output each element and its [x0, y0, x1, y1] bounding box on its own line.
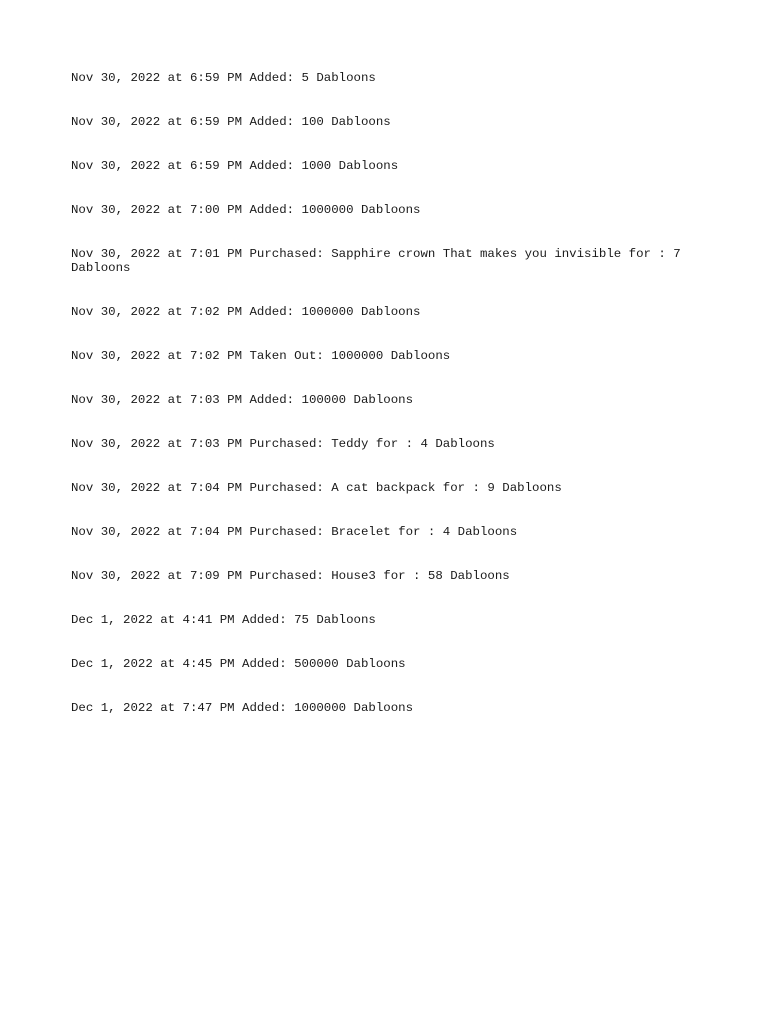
transaction-entry: Nov 30, 2022 at 6:59 PM Added: 5 Dabloons: [71, 71, 376, 85]
transaction-entry: Nov 30, 2022 at 7:03 PM Purchased: Teddy for : 4 Dabloons: [71, 437, 495, 451]
transaction-entry: Dec 1, 2022 at 4:41 PM Added: 75 Dabloons: [71, 613, 376, 627]
transaction-entry: Dec 1, 2022 at 7:47 PM Added: 1000000 Dabloons: [71, 701, 414, 715]
transaction-entry: Nov 30, 2022 at 6:59 PM Added: 1000 Dabloons: [71, 159, 399, 173]
transaction-entry: Nov 30, 2022 at 7:04 PM Purchased: A cat backpack for : 9 Dabloons: [71, 481, 562, 495]
transaction-entry: Nov 30, 2022 at 7:02 PM Taken Out: 1000000 Dabloons: [71, 349, 451, 363]
transaction-entry: Nov 30, 2022 at 7:03 PM Added: 100000 Dabloons: [71, 393, 414, 407]
transaction-entry: Nov 30, 2022 at 7:09 PM Purchased: House3 for : 58 Dabloons: [71, 569, 510, 583]
transaction-entry: Nov 30, 2022 at 7:02 PM Added: 1000000 Dabloons: [71, 305, 421, 319]
transaction-entry: Nov 30, 2022 at 6:59 PM Added: 100 Dabloons: [71, 115, 391, 129]
transaction-entry: Nov 30, 2022 at 7:01 PM Purchased: Sapphire crown That makes you invisible for : 7 Dabloons: [71, 247, 681, 275]
transaction-log: [71, 71, 701, 745]
transaction-entry: Nov 30, 2022 at 7:04 PM Purchased: Bracelet for : 4 Dabloons: [71, 525, 518, 539]
transaction-entry: Dec 1, 2022 at 4:45 PM Added: 500000 Dabloons: [71, 657, 406, 671]
transaction-entry: Nov 30, 2022 at 7:00 PM Added: 1000000 Dabloons: [71, 203, 421, 217]
